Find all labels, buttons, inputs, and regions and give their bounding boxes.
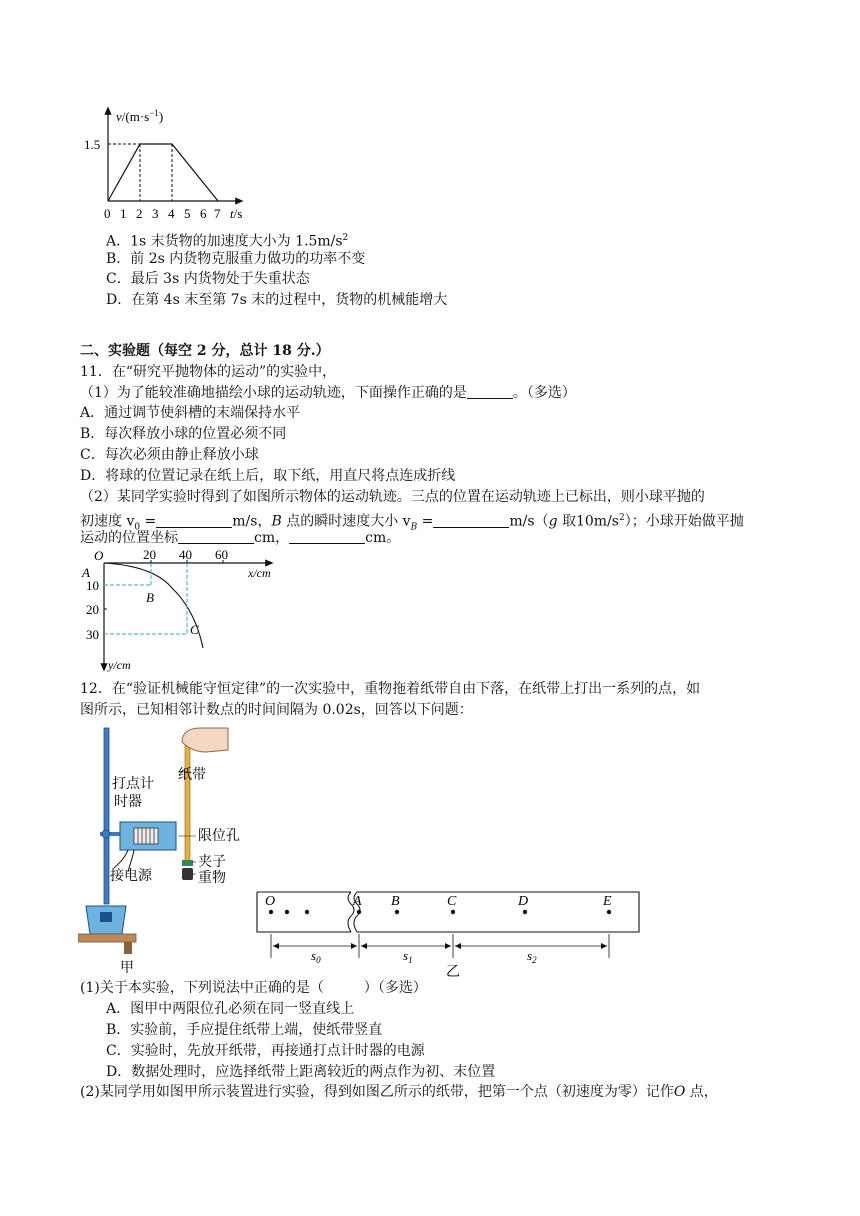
apparatus-figure (78, 722, 258, 977)
table-top (78, 934, 136, 942)
traj-point-b: B (146, 590, 154, 605)
label-fig-b: 乙 (446, 965, 460, 978)
q10-option-d: D．在第 4s 末至第 7s 末的过程中，货物的机械能增大 (106, 292, 448, 308)
vt-ylabel: $v/(m\cdot s^{-1})$ (116, 108, 164, 124)
trajectory-curve (104, 563, 203, 648)
tape-dot (305, 910, 309, 914)
q11-part2-line3: 运动的位置坐标 cm， cm。 (80, 530, 401, 546)
traj-xlabel: x/cm (248, 566, 271, 580)
vt-xlabel: t/s (230, 206, 243, 221)
traj-origin: O (94, 548, 104, 563)
tape-label-e: E (603, 894, 612, 909)
q10-option-c: C．最后 3s 内货物处于失重状态 (106, 271, 310, 287)
label-paper-tape: 纸带 (178, 768, 206, 783)
paper-tape (185, 742, 190, 862)
traj-ytick: 30 (86, 627, 99, 642)
q12-sub2: (2)某同学用如图甲所示装置进行实验，得到如图乙所示的纸带，把第一个点（初速度为零）记作O 点， (80, 1084, 718, 1100)
tape-dot-c (451, 910, 455, 914)
traj-xtick: 40 (179, 548, 192, 562)
traj-ylabel: y/cm (108, 658, 131, 672)
tape-figure (255, 886, 645, 978)
q11-option-d: D．将球的位置记录在纸上后，取下纸，用直尺将点连成折线 (80, 468, 456, 484)
traj-ytick: 10 (86, 578, 99, 593)
vt-xtick: 7 (214, 206, 221, 221)
tape-label-a: A (353, 894, 362, 909)
q11-option-a: A．通过调节使斜槽的末端保持水平 (80, 405, 301, 421)
tape-dot-d (523, 910, 527, 914)
q11-part1: （1）为了能较准确地描绘小球的运动轨迹，下面操作正确的是 。（多选） (80, 385, 576, 401)
answer-blank[interactable] (433, 513, 509, 528)
weight (182, 868, 193, 880)
q11-option-b: B．每次释放小球的位置必须不同 (80, 426, 287, 442)
label-timer-1: 打点计 (112, 777, 154, 792)
answer-blank[interactable] (289, 529, 365, 544)
vt-xtick: 3 (152, 206, 159, 221)
vt-curve (108, 144, 218, 201)
vt-xticks (104, 206, 221, 221)
q11-part2-line2: 初速度 $v_0 = m/s$，B 点的瞬时速度大小 $v_B = m/s(g$ 取$10m/s^2$）；小球开始做平抛 (80, 513, 744, 533)
traj-xtick: 60 (215, 548, 228, 562)
q11-stem: 11．在“研究平抛物体的运动”的实验中， (80, 364, 337, 380)
tape-label-o: O (265, 894, 276, 909)
vt-ytick: 1.5 (84, 137, 101, 152)
q12-line1: 12．在“验证机械能守恒定律”的一次实验中，重物拖着纸带自由下落，在纸带上打出一系列的点，如 (80, 681, 701, 697)
q12-sub1-option-b: B．实验前，手应提住纸带上端，使纸带竖直 (106, 1022, 383, 1038)
section-title: 二、实验题（每空 2 分，总计 18 分.） (80, 343, 330, 359)
tape-dot-e (607, 910, 611, 914)
stand-rod (104, 728, 109, 904)
vt-xtick: 6 (200, 206, 207, 221)
label-timer-2: 时器 (114, 795, 142, 810)
tape-dot (285, 910, 289, 914)
label-fig-a: 甲 (120, 961, 134, 976)
traj-point-c: C (190, 622, 199, 637)
velocity-time-graph (80, 106, 260, 221)
tape-label-d: D (518, 894, 529, 909)
q11-part2-line1: （2）某同学实验时得到了如图所示物体的运动轨迹。三点的位置在运动轨迹上已标出，则小球平抛的 (80, 489, 705, 505)
q12-line2: 图所示，已知相邻计数点的时间间隔为 0.02s，回答以下问题： (80, 702, 473, 718)
traj-ytick: 20 (86, 602, 99, 617)
q12-sub1: (1)关于本实验，下列说法中正确的是（ ）（多选） (80, 980, 427, 996)
seg-label-s0: $s_0$ (311, 948, 321, 965)
label-clip: 夹子 (198, 855, 226, 870)
tape-label-b: B (391, 894, 400, 909)
answer-blank[interactable] (178, 529, 254, 544)
label-limit-hole: 限位孔 (198, 829, 240, 844)
stand-base-knob (100, 912, 112, 922)
answer-blank[interactable] (156, 513, 232, 528)
seg-label-s1: $s_1$ (403, 948, 413, 965)
q10-option-b: B．前 2s 内货物克服重力做功的功率不变 (106, 251, 366, 267)
vt-xtick: 4 (168, 206, 175, 221)
clip (182, 860, 193, 866)
label-power: 接电源 (110, 869, 152, 884)
tape-label-c: C (447, 894, 457, 909)
vt-xtick: 1 (120, 206, 127, 221)
label-weight: 重物 (198, 871, 226, 886)
traj-point-a: A (82, 565, 90, 580)
tape-dot-o (269, 910, 273, 914)
vt-xtick: 2 (136, 206, 143, 221)
tape-dot-b (395, 910, 399, 914)
q12-sub1-option-c: C．实验时，先放开纸带，再接通打点计时器的电源 (106, 1043, 425, 1059)
table-leg (124, 942, 132, 954)
tape-dot-a (357, 910, 361, 914)
q11-option-c: C．每次必须由静止释放小球 (80, 447, 259, 463)
vt-xtick: 5 (184, 206, 191, 221)
trajectory-graph (80, 548, 290, 673)
stand-clamp (102, 830, 110, 838)
q10-option-a: A．1s 末货物的加速度大小为 $1.5m/s^2$ (106, 233, 349, 250)
q12-sub1-option-d: D．数据处理时，应选择纸带上距离较近的两点作为初、末位置 (106, 1064, 496, 1080)
q12-sub1-option-a: A．图甲中两限位孔必须在同一竖直线上 (106, 1001, 355, 1017)
vt-xtick: 0 (104, 206, 111, 221)
answer-blank[interactable] (467, 384, 513, 399)
traj-xtick: 20 (143, 548, 156, 562)
seg-label-s2: $s_2$ (527, 948, 537, 965)
